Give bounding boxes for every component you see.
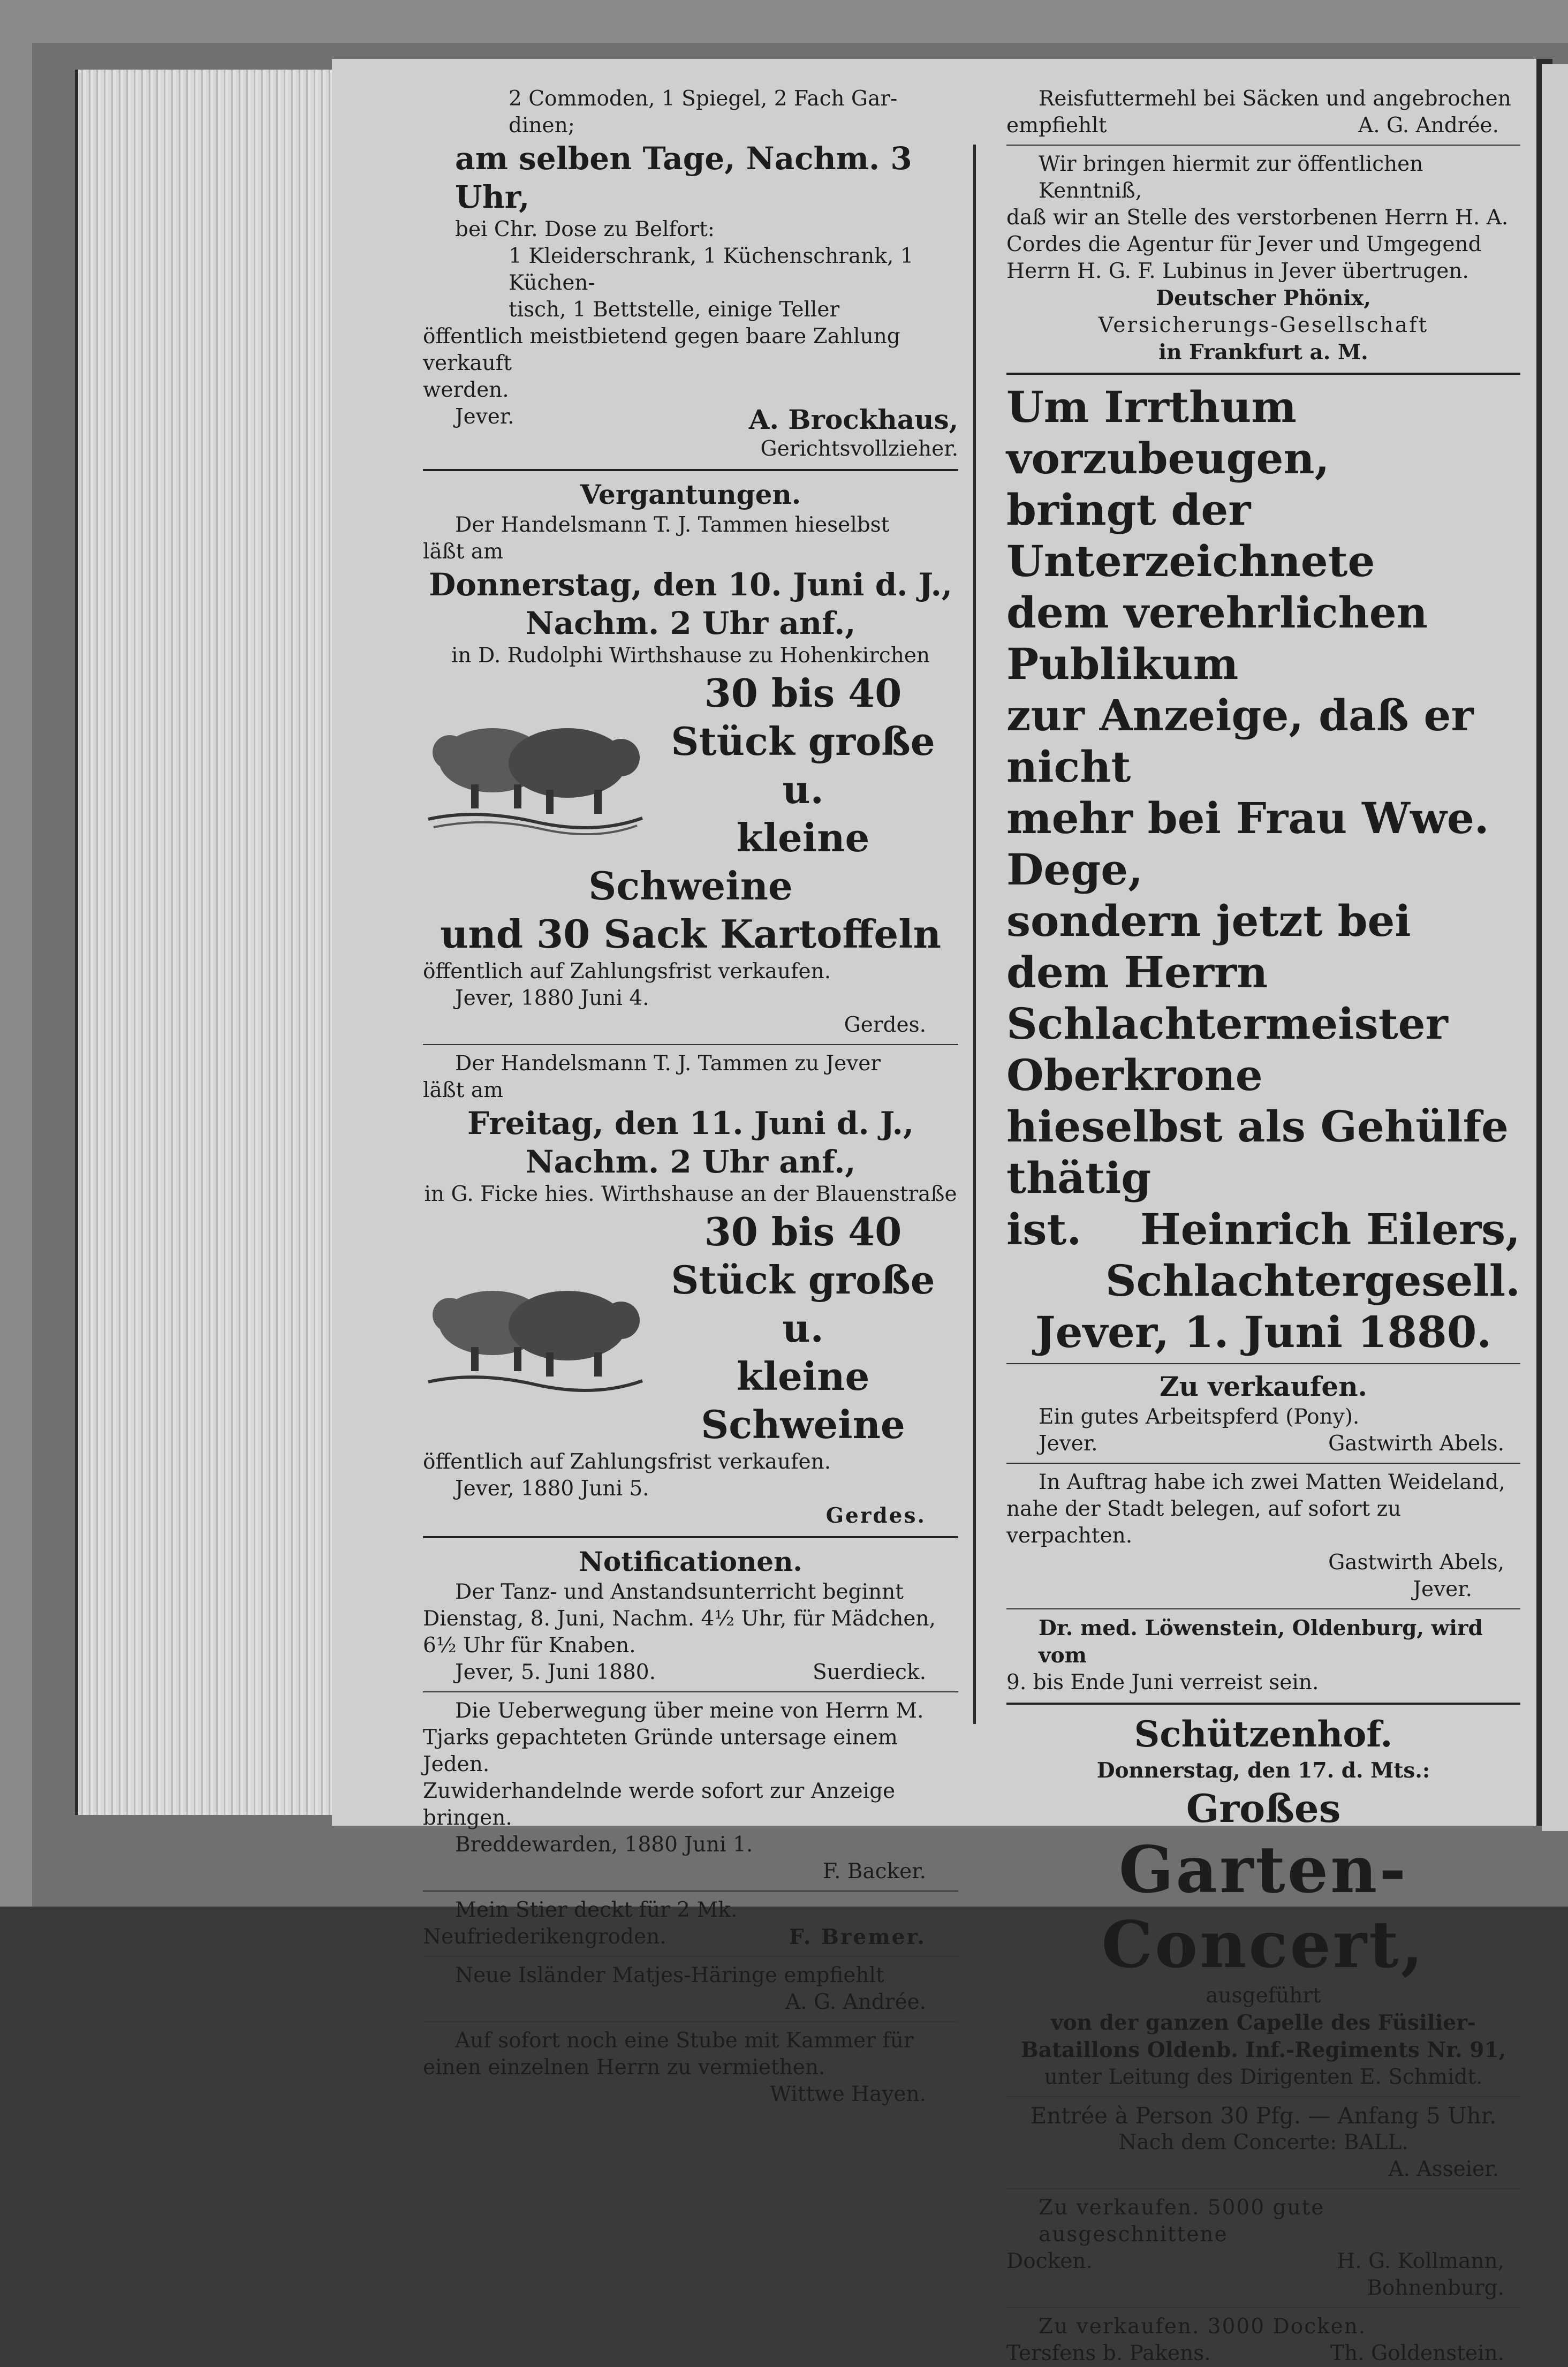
ad-vergantung-2: Der Handelsmann T. J. Tammen zu Jever läßt am Freitag, den 11. Juni d. J., Nachm. 2 Uhr anf., in G. Ficke hies. Wirthshause an der Blauenstraße 30 bis 40 Stück große u. kleine Schweine öffentlich auf Zahlungsfrist verkaufen. Jever, 1880 Juni 5. Gerdes.: [423, 1052, 957, 1528]
rule: [1006, 2096, 1520, 2097]
rule: [1006, 145, 1520, 146]
rule: [1006, 1463, 1520, 1464]
rule: [423, 1691, 958, 1692]
rule: [423, 1956, 958, 1957]
rule: [1006, 2307, 1520, 2308]
left-column: [423, 86, 958, 2108]
ad-auction-brockhaus: 2 Commoden, 1 Spiegel, 2 Fach Gar- dinen; am selben Tage, Nachm. 3 Uhr, bei Chr. Dose zu Belfort: 1 Kleiderschrank, 1 Küchenschrank, 1 Küchen- tisch, 1 Bettstelle, einige Teller öffentlich meistbietend gegen baare Zahlung verkauft werden. Jever. A. Brockhaus, Gerichtsvollzieher.: [423, 87, 958, 461]
rule: [423, 1536, 958, 1538]
rule: [1006, 1703, 1520, 1705]
ad-doctor: Dr. med. Löwenstein, Oldenburg, wird vom 9. bis Ende Juni verreist sein.: [1006, 1616, 1483, 1695]
ad-room-rent: Auf sofort noch eine Stube mit Kammer für einen einzelnen Herrn zu vermiethen. Wittwe Hayen.: [423, 2029, 926, 2106]
ad-bull: Mein Stier deckt für 2 Mk. Neufriederikengroden. F. Bremer.: [423, 1898, 926, 1949]
pig-illustration: [423, 1259, 648, 1398]
rule: [1006, 1363, 1520, 1364]
ad-notification-dance: Notificationen. Der Tanz- und Anstandsunterricht beginnt Dienstag, 8. Juni, Nachm. 4½ Uhr, für Mädchen, 6½ Uhr für Knaben. Jever, 5. Juni 1880. Suerdieck.: [423, 1546, 936, 1684]
ad-herring: Neue Isländer Matjes-Häringe empfiehlt A. G. Andrée.: [455, 1963, 926, 2014]
book-page-edges: [75, 70, 346, 1815]
ad-vergantung-1: Vergantungen. Der Handelsmann T. J. Tammen hieselbst läßt am Donnerstag, den 10. Juni d. J., Nachm. 2 Uhr anf., in D. Rudolphi Wirthshause zu Hohenkirchen 30 bis 40 Stück große u. kleine Schweine und 30 Sack Kartoffeln öffentlich auf Zahlungsfrist verkaufen. Jever, 1880 Juni 4. Gerdes.: [423, 479, 952, 1037]
ad-docken-goldenstein: Zu verkaufen. 3000 Docken. Tersfens b. Pakens. Th. Goldenstein.: [1006, 2315, 1504, 2365]
rule: [1006, 2188, 1520, 2189]
ad-trespass-notice: Die Ueberwegung über meine von Herrn M. Tjarks gepachteten Gründe untersage einem Jeden. Zuwiderhandelnde werde sofort zur Anzeige bringen. Breddewarden, 1880 Juni 1. F. Backer.: [423, 1699, 926, 1884]
pig-illustration: [423, 696, 648, 835]
rule: [1006, 373, 1520, 375]
facing-page-sliver: [1542, 64, 1568, 1831]
rule: [423, 1890, 958, 1892]
ad-feed: Reisfuttermehl bei Säcken und angebrochen empfiehlt A. G. Andrée.: [1006, 87, 1511, 138]
ad-eilers: Um Irrthum vorzubeugen, bringt der Unterzeichnete dem verehrlichen Publikum zur Anzeige, daß er nicht mehr bei Frau Wwe. Dege, sondern jetzt bei dem Herrn Schlachtermeister Oberkrone hieselbst als Gehülfe thätig ist. Heinrich Eilers, Schlachtergesell. Jever, 1. Juni 1880.: [1006, 382, 1520, 1357]
rule: [423, 469, 958, 471]
ad-pasture: In Auftrag habe ich zwei Matten Weideland, nahe der Stadt belegen, auf sofort zu verpachten. Gastwirth Abels, Jever.: [1006, 1470, 1505, 1601]
ad-docken-kollmann: Zu verkaufen. 5000 gute ausgeschnittene Docken. H. G. Kollmann, Bohnenburg.: [1006, 2196, 1504, 2300]
rule: [1006, 1608, 1520, 1609]
ad-insurance: Wir bringen hiermit zur öffentlichen Kenntniß, daß wir an Stelle des verstorbenen Herrn H. A. Cordes die Agentur für Jever und Umgegend Herrn H. G. F. Lubinus in Jever übertrugen. Deutscher Phönix, Versicherungs-Gesellschaft in Frankfurt a. M.: [1006, 152, 1509, 365]
right-column: [1006, 86, 1520, 2367]
column-divider: [973, 145, 976, 1724]
rule: [423, 2021, 958, 2022]
rule: [423, 1044, 958, 1045]
ad-concert: Schützenhof. Donnerstag, den 17. d. Mts.: Großes Garten-Concert, ausgeführt von der ganzen Capelle des Füsilier- Bataillons Oldenb. Inf.-Regiments Nr. 91, unter Leitung des Dirigenten E. Schmidt. Entrée à Person 30 Pfg. — Anfang 5 Uhr. Nach dem Concerte: BALL. A. Asseier.: [1006, 1711, 1520, 2183]
ad-pony: Zu verkaufen. Ein gutes Arbeitspferd (Pony). Jever. Gastwirth Abels.: [1039, 1371, 1504, 1456]
